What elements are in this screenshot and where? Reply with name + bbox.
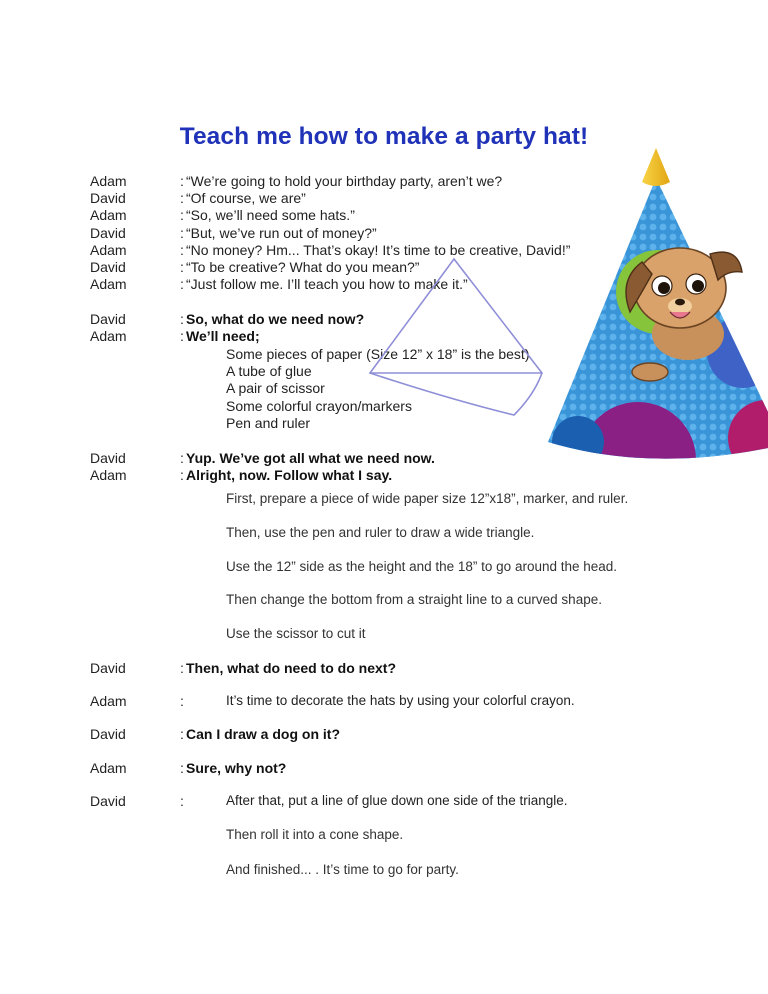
speaker-name: Adam xyxy=(90,207,127,223)
dialogue-text: “Of course, we are” xyxy=(186,190,306,206)
separator: : xyxy=(180,467,184,483)
separator: : xyxy=(180,726,184,742)
dialogue-text: Yup. We’ve got all what we need now. xyxy=(186,450,435,466)
dialogue-text: Then, what do need to do next? xyxy=(186,660,396,676)
separator: : xyxy=(180,173,184,189)
dialogue-line xyxy=(0,659,768,677)
instruction-step: Use the 12” side as the height and the 18” to go around the head. xyxy=(226,559,618,574)
separator: : xyxy=(180,190,184,206)
dialogue-line xyxy=(0,725,768,743)
material-item: Some colorful crayon/markers xyxy=(226,398,412,414)
speaker-name: David xyxy=(90,259,126,275)
speaker-name: Adam xyxy=(90,242,127,258)
dialogue-text: Sure, why not? xyxy=(186,760,287,776)
separator: : xyxy=(180,793,184,809)
speaker-name: David xyxy=(90,450,126,466)
dialogue-text: We’ll need; xyxy=(186,328,260,344)
triangle-hat-pattern-diagram xyxy=(366,255,546,417)
material-item: Pen and ruler xyxy=(226,415,311,431)
instruction-step: Then, use the pen and ruler to draw a wide triangle. xyxy=(226,525,535,540)
separator: : xyxy=(180,660,184,676)
separator: : xyxy=(180,450,184,466)
speaker-name: David xyxy=(90,225,126,241)
dialogue-text: “Just follow me. I’ll teach you how to make it.” xyxy=(186,276,468,292)
material-item: A tube of glue xyxy=(226,363,312,379)
dialogue-text: Can I draw a dog on it? xyxy=(186,726,340,742)
separator: : xyxy=(180,311,184,327)
material-item: Some pieces of paper (Size 12” x 18” is the best) xyxy=(226,346,530,362)
dialogue-text: “No money? Hm... That’s okay! It’s time to be creative, David!” xyxy=(186,242,571,258)
separator: : xyxy=(180,276,184,292)
speaker-name: David xyxy=(90,311,126,327)
dialogue-text: “But, we’ve run out of money?” xyxy=(186,225,377,241)
speaker-name: Adam xyxy=(90,328,127,344)
speaker-name: Adam xyxy=(90,760,127,776)
instruction-step: Use the scissor to cut it xyxy=(226,626,366,641)
dialogue-line xyxy=(0,466,768,484)
separator: : xyxy=(180,693,184,709)
speaker-name: Adam xyxy=(90,276,127,292)
separator: : xyxy=(180,225,184,241)
dialogue-text: It’s time to decorate the hats by using your colorful crayon. xyxy=(226,693,575,708)
speaker-name: David xyxy=(90,726,126,742)
dialogue-text: “We’re going to hold your birthday party, aren’t we? xyxy=(186,173,503,189)
party-hat-illustration xyxy=(538,142,768,460)
instruction-step: Then change the bottom from a straight line to a curved shape. xyxy=(226,592,602,607)
dialogue-text: “To be creative? What do you mean?” xyxy=(186,259,420,275)
instruction-step: Then roll it into a cone shape. xyxy=(226,827,404,842)
material-item: A pair of scissor xyxy=(226,380,325,396)
dialogue-text: Alright, now. Follow what I say. xyxy=(186,467,393,483)
dialogue-line xyxy=(0,692,768,710)
page-title: Teach me how to make a party hat! xyxy=(179,123,589,150)
speaker-name: David xyxy=(90,190,126,206)
separator: : xyxy=(180,328,184,344)
speaker-name: Adam xyxy=(90,173,127,189)
speaker-name: David xyxy=(90,660,126,676)
separator: : xyxy=(180,760,184,776)
separator: : xyxy=(180,242,184,258)
instruction-step: And finished... . It’s time to go for party. xyxy=(226,862,459,877)
dialogue-text: “So, we’ll need some hats.” xyxy=(186,207,355,223)
instruction-step: First, prepare a piece of wide paper size 12”x18”, marker, and ruler. xyxy=(226,491,629,506)
dialogue-text: After that, put a line of glue down one side of the triangle. xyxy=(226,793,568,808)
speaker-name: Adam xyxy=(90,693,127,709)
dialogue-line xyxy=(0,792,768,810)
dialogue-text: So, what do we need now? xyxy=(186,311,365,327)
separator: : xyxy=(180,259,184,275)
separator: : xyxy=(180,207,184,223)
speaker-name: David xyxy=(90,793,126,809)
speaker-name: Adam xyxy=(90,467,127,483)
dialogue-line xyxy=(0,759,768,777)
